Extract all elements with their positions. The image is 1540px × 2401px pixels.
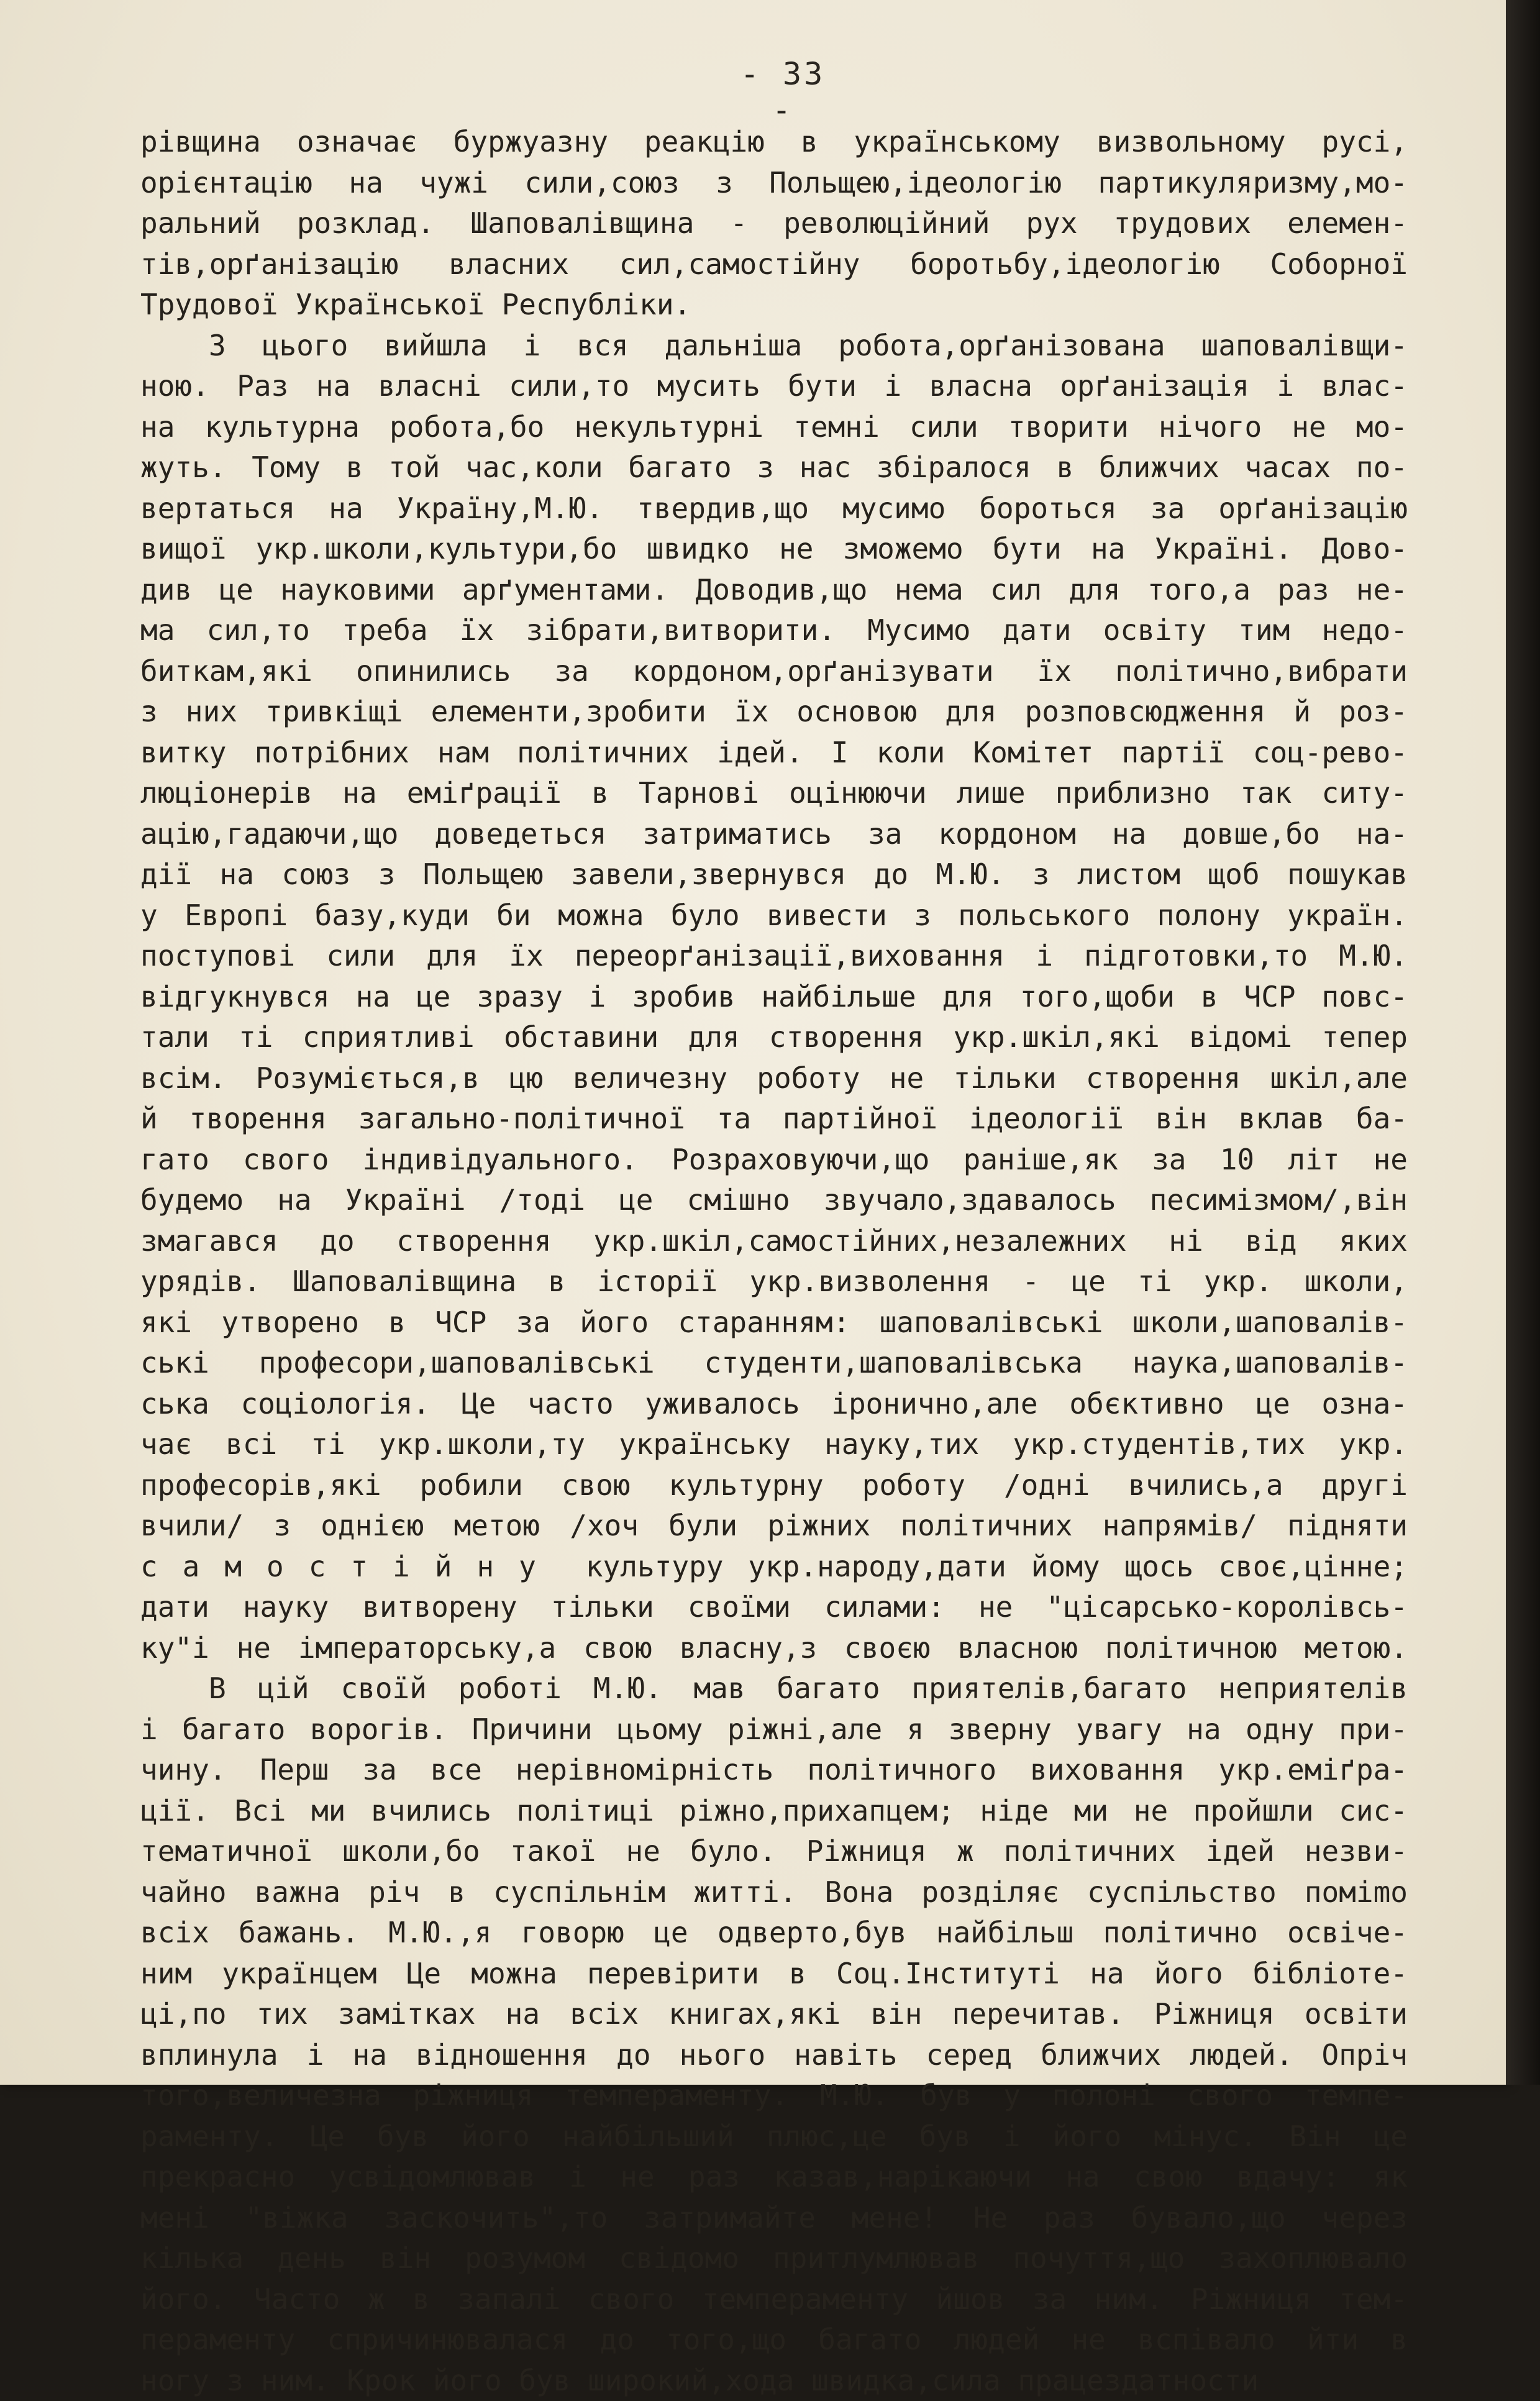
text-line: вищої укр.школи,культури,бо швидко не зможемо бути на Україні. Дово- bbox=[140, 529, 1408, 570]
text-line: ногу з ним. Крок його був широкий,хода швидка,сила працездатности bbox=[140, 2361, 1408, 2401]
document-body bbox=[140, 122, 1408, 2401]
text-line: ції. Всі ми вчились політиці ріжно,прихапцем; ніде ми не пройшли сис- bbox=[140, 1791, 1408, 1832]
text-line: на культурна робота,бо некультурні темні сили творити нічого не мо- bbox=[140, 407, 1408, 448]
text-line: пераменту спричинювалася до того,що багато людей не вспівало йти в bbox=[140, 2320, 1408, 2361]
text-line: і багато ворогів. Причини цьому ріжні,але я зверну увагу на одну при- bbox=[140, 1709, 1408, 1750]
text-line: й творення загально-політичної та партійної ідеології він вклав ба- bbox=[140, 1099, 1408, 1140]
paragraph-start-line: В цій своїй роботі М.Ю. мав багато приятелів,багато неприятелів bbox=[140, 1668, 1408, 1709]
text-line: мені "віжка заскочить",то затримайте мене! Не раз бувало,що через bbox=[140, 2198, 1408, 2239]
text-line: жуть. Тому в той час,коли багато з нас збіралося в ближчих часах по- bbox=[140, 447, 1408, 488]
text-line: вчили/ з однією метою /хоч були ріжних політичних напрямів/ підняти bbox=[140, 1506, 1408, 1547]
text-line: чає всі ті укр.школи,ту українську науку,тих укр.студентів,тих укр. bbox=[140, 1424, 1408, 1465]
text-line: раменту. Це був його найбільший плюс,це був і його мінус. Він це bbox=[140, 2116, 1408, 2157]
text-line: поступові сили для їх переорґанізації,виховання і підготовки,то М.Ю. bbox=[140, 936, 1408, 977]
text-line: тематичної школи,бо такої не було. Ріжниця ж політичних ідей незви- bbox=[140, 1831, 1408, 1872]
text-line: ним українцем Це можна перевірити в Соц.Інституті на його бібліоте- bbox=[140, 1954, 1408, 1995]
text-line: дати науку витворену тільки своїми силами: не "цісарсько-королівсь- bbox=[140, 1587, 1408, 1628]
text-line: чину. Перш за все нерівномірність політичного виховання укр.еміґра- bbox=[140, 1750, 1408, 1791]
text-line: люціонерів на еміґрації в Тарнові оцінюючи лише приблизно так ситу- bbox=[140, 773, 1408, 814]
text-line: у Европі базу,куди би можна було вивести з польського полону україн. bbox=[140, 895, 1408, 936]
text-line: ацію,гадаючи,що доведеться затриматись за кордоном на довше,бо на- bbox=[140, 814, 1408, 855]
text-line: див це науковими арґументами. Доводив,що нема сил для того,а раз не- bbox=[140, 570, 1408, 611]
paragraph-start-line: З цього вийшла і вся дальніша робота,орґанізована шаповалівщи- bbox=[140, 326, 1408, 367]
text-line: ці,по тих замітках на всіх книгах,які він перечитав. Ріжниця освіти bbox=[140, 1994, 1408, 2035]
text-line: ку"і не імператорську,а свою власну,з своєю власною політичною метою. bbox=[140, 1628, 1408, 1669]
text-line: кілька день він розумом свідомо притлумлював почуття,що захоплювало bbox=[140, 2238, 1408, 2279]
text-line: Трудової Української Республіки. bbox=[140, 285, 1408, 326]
text-line: ська соціологія. Це часто уживалось іронично,але обєктивно це озна- bbox=[140, 1384, 1408, 1425]
text-line: з них тривкіщі елементи,зробити їх основою для розповсюдження й роз- bbox=[140, 692, 1408, 733]
text-line: вертаться на Україну,М.Ю. твердив,що мусимо бороться за орґанізацію bbox=[140, 488, 1408, 529]
scan-dark-edge bbox=[1506, 0, 1540, 2085]
text-line: вплинула і на відношення до нього навіть серед ближчих людей. Опріч bbox=[140, 2035, 1408, 2076]
text-line: ські професори,шаповалівські студенти,шаповалівська наука,шаповалів- bbox=[140, 1343, 1408, 1384]
text-line: прекрасно усвідомлював і не раз казав,нарікаючи на свою вдачу: як bbox=[140, 2157, 1408, 2198]
text-line: орієнтацію на чужі сили,союз з Польщею,ідеологію партикуляризму,мо- bbox=[140, 163, 1408, 204]
text-line: професорів,які робили свою культурну роботу /одні вчились,а другі bbox=[140, 1465, 1408, 1506]
text-line: витку потрібних нам політичних ідей. І коли Комітет партії соц-рево- bbox=[140, 733, 1408, 774]
text-line: биткам,які опинились за кордоном,орґанізувати їх політично,вибрати bbox=[140, 651, 1408, 692]
text-line: дії на союз з Польщею завели,звернувся до М.Ю. з листом щоб пошукав bbox=[140, 854, 1408, 895]
text-line: ма сил,то треба їх зібрати,витворити. Мусимо дати освіту тим недо- bbox=[140, 610, 1408, 651]
text-line: ральний розклад. Шаповалівщина - революційний рух трудових елемен- bbox=[140, 203, 1408, 244]
text-line: рівщина означає буржуазну реакцію в українському визвольному русі, bbox=[140, 122, 1408, 163]
text-line: відгукнувся на це зразу і зробив найбільше для того,щоби в ЧСР повс- bbox=[140, 977, 1408, 1018]
text-line: його. Часто ж в запалі свого темпераменту йшов за ним. Ріжниця тем- bbox=[140, 2279, 1408, 2320]
text-line-emphasis: с а м о с т і й н у культуру укр.народу,дати йому щось своє,цінне; bbox=[140, 1547, 1408, 1588]
text-line: будемо на Україні /тоді це смішно звучало,здавалось песимізмом/,він bbox=[140, 1180, 1408, 1221]
text-line: змагався до створення укр.шкіл,самостійних,незалежних ні від яких bbox=[140, 1221, 1408, 1262]
text-line: того,величезна ріжниця темпераменту. М.Ю. був у полоні свого темпе- bbox=[140, 2075, 1408, 2116]
text-line: чайно важна річ в суспільнім житті. Вона розділяє суспільство поміmo bbox=[140, 1872, 1408, 1913]
text-line: всіх бажань. М.Ю.,я говорю це одверто,був найбільш політично освіче- bbox=[140, 1913, 1408, 1954]
text-line: гато свого індивідуального. Розраховуючи,що раніше,як за 10 літ не bbox=[140, 1140, 1408, 1181]
text-line: всім. Розуміється,в цю величезну роботу не тільки створення шкіл,але bbox=[140, 1058, 1408, 1099]
text-line: які утворено в ЧСР за його старанням: шаповалівські школи,шаповалів- bbox=[140, 1302, 1408, 1343]
text-line: ною. Раз на власні сили,то мусить бути і власна орґанізація і влас- bbox=[140, 366, 1408, 407]
text-line: тів,орґанізацію власних сил,самостійну боротьбу,ідеологію Соборної bbox=[140, 244, 1408, 285]
page-number: - 33 - bbox=[721, 56, 845, 128]
text-line: тали ті сприятливі обставини для створення укр.шкіл,які відомі тепер bbox=[140, 1017, 1408, 1058]
text-line: урядів. Шаповалівщина в історії укр.визволення - це ті укр. школи, bbox=[140, 1261, 1408, 1302]
